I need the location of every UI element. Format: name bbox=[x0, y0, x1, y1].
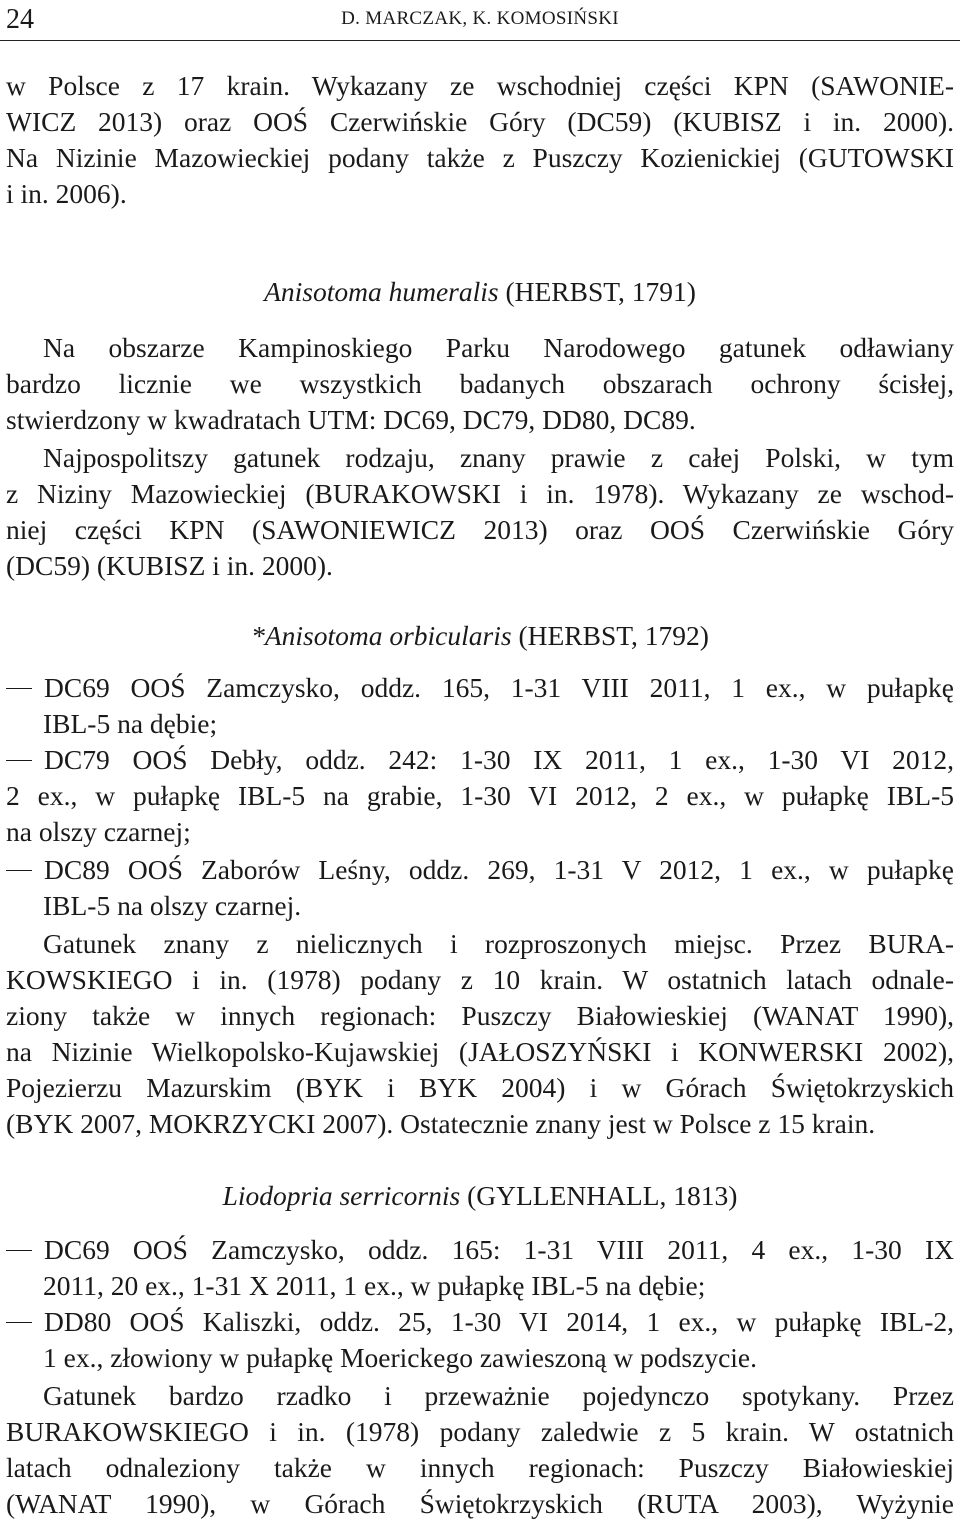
record-text: DC69 OOŚ Zamczysko, oddz. 165, 1-31 VIII 2011, 1 ex., w pułapkę bbox=[44, 672, 954, 703]
page-header bbox=[0, 0, 960, 41]
text-line: BURAKOWSKIEGO i in. (1978) podany zaledwie z 5 krain. W ostatnich bbox=[6, 1416, 954, 1447]
text-line: latach odnaleziony także w innych regionach: Puszczy Białowieskiej bbox=[6, 1452, 954, 1483]
text-line: niej części KPN (SAWONIEWICZ 2013) oraz OOŚ Czerwińskie Góry bbox=[6, 514, 954, 545]
text-line: bardzo licznie we wszystkich badanych obszarach ochrony ścisłej, bbox=[6, 368, 954, 399]
text-line: Na Nizinie Mazowieckiej podany także z Puszczy Kozienickiej (GUTOWSKI bbox=[6, 142, 954, 173]
species-author: (HERBST, 1792) bbox=[511, 620, 709, 651]
text-line: i in. 2006). bbox=[6, 178, 127, 209]
text-line: 2011, 20 ex., 1-31 X 2011, 1 ex., w pułapkę IBL-5 na dębie; bbox=[43, 1270, 706, 1301]
page-number: 24 bbox=[6, 4, 34, 35]
species-heading bbox=[6, 274, 954, 310]
text-line: Najpospolitszy gatunek rodzaju, znany prawie z całej Polski, w tym bbox=[43, 442, 954, 473]
species-heading bbox=[6, 618, 954, 654]
record-line bbox=[6, 1304, 954, 1340]
record-text: DC89 OOŚ Zaborów Leśny, oddz. 269, 1-31 V 2012, 1 ex., w pułapkę bbox=[44, 854, 954, 885]
record-line bbox=[6, 670, 954, 706]
text-line: KOWSKIEGO i in. (1978) podany z 10 krain. W ostatnich latach odnale- bbox=[6, 964, 954, 995]
text-line: Pojezierzu Mazurskim (BYK i BYK 2004) i w Górach Świętokrzyskich bbox=[6, 1072, 954, 1103]
text-line: z Niziny Mazowieckiej (BURAKOWSKI i in. 1978). Wykazany ze wschod- bbox=[6, 478, 954, 509]
text-line: w Polsce z 17 krain. Wykazany ze wschodniej części KPN (SAWONIE- bbox=[6, 70, 954, 101]
text-line: (WANAT 1990), w Górach Świętokrzyskich (RUTA 2003), Wyżynie bbox=[6, 1488, 954, 1519]
record-line bbox=[6, 742, 954, 778]
dash-marker bbox=[6, 870, 32, 871]
dash-marker bbox=[6, 760, 32, 761]
text-line: Gatunek znany z nielicznych i rozproszonych miejsc. Przez BURA- bbox=[43, 928, 954, 959]
species-name: *Anisotoma orbicularis bbox=[251, 620, 512, 651]
dash-marker bbox=[6, 1250, 32, 1251]
species-name: Anisotoma humeralis bbox=[264, 276, 499, 307]
text-line: 1 ex., złowiony w pułapkę Moerickego zawieszoną w podszycie. bbox=[43, 1342, 758, 1373]
record-text: DC69 OOŚ Zamczysko, oddz. 165: 1-31 VIII 2011, 4 ex., 1-30 IX bbox=[44, 1234, 954, 1265]
text-line: Na obszarze Kampinoskiego Parku Narodowego gatunek odławiany bbox=[43, 332, 954, 363]
record-line bbox=[6, 1232, 954, 1268]
running-head: D. MARCZAK, K. KOMOSIŃSKI bbox=[341, 8, 619, 29]
record-text: DD80 OOŚ Kaliszki, oddz. 25, 1-30 VI 2014, 1 ex., w pułapkę IBL-2, bbox=[44, 1306, 954, 1337]
text-line: stwierdzony w kwadratach UTM: DC69, DC79, DD80, DC89. bbox=[6, 404, 696, 435]
text-line: na Nizinie Wielkopolsko-Kujawskiej (JAŁOSZYŃSKI i KONWERSKI 2002), bbox=[6, 1036, 954, 1067]
text-line: 2 ex., w pułapkę IBL-5 na grabie, 1-30 VI 2012, 2 ex., w pułapkę IBL-5 bbox=[6, 780, 954, 811]
text-line: (BYK 2007, MOKRZYCKI 2007). Ostatecznie znany jest w Polsce z 15 krain. bbox=[6, 1108, 876, 1139]
text-line: WICZ 2013) oraz OOŚ Czerwińskie Góry (DC59) (KUBISZ i in. 2000). bbox=[6, 106, 954, 137]
text-line: (DC59) (KUBISZ i in. 2000). bbox=[6, 550, 333, 581]
record-line bbox=[6, 852, 954, 888]
text-line: IBL-5 na dębie; bbox=[43, 708, 218, 739]
text-line: IBL-5 na olszy czarnej. bbox=[43, 890, 302, 921]
species-author: (HERBST, 1791) bbox=[498, 276, 696, 307]
species-name: Liodopria serricornis bbox=[222, 1180, 461, 1211]
species-author: (GYLLENHALL, 1813) bbox=[460, 1180, 738, 1211]
species-heading bbox=[6, 1178, 954, 1214]
record-text: DC79 OOŚ Debły, oddz. 242: 1-30 IX 2011, 1 ex., 1-30 VI 2012, bbox=[44, 744, 954, 775]
text-line: na olszy czarnej; bbox=[6, 816, 191, 847]
dash-marker bbox=[6, 1322, 32, 1323]
text-line: Gatunek bardzo rzadko i przeważnie pojedynczo spotykany. Przez bbox=[43, 1380, 954, 1411]
dash-marker bbox=[6, 688, 32, 689]
text-line: ziony także w innych regionach: Puszczy Białowieskiej (WANAT 1990), bbox=[6, 1000, 954, 1031]
